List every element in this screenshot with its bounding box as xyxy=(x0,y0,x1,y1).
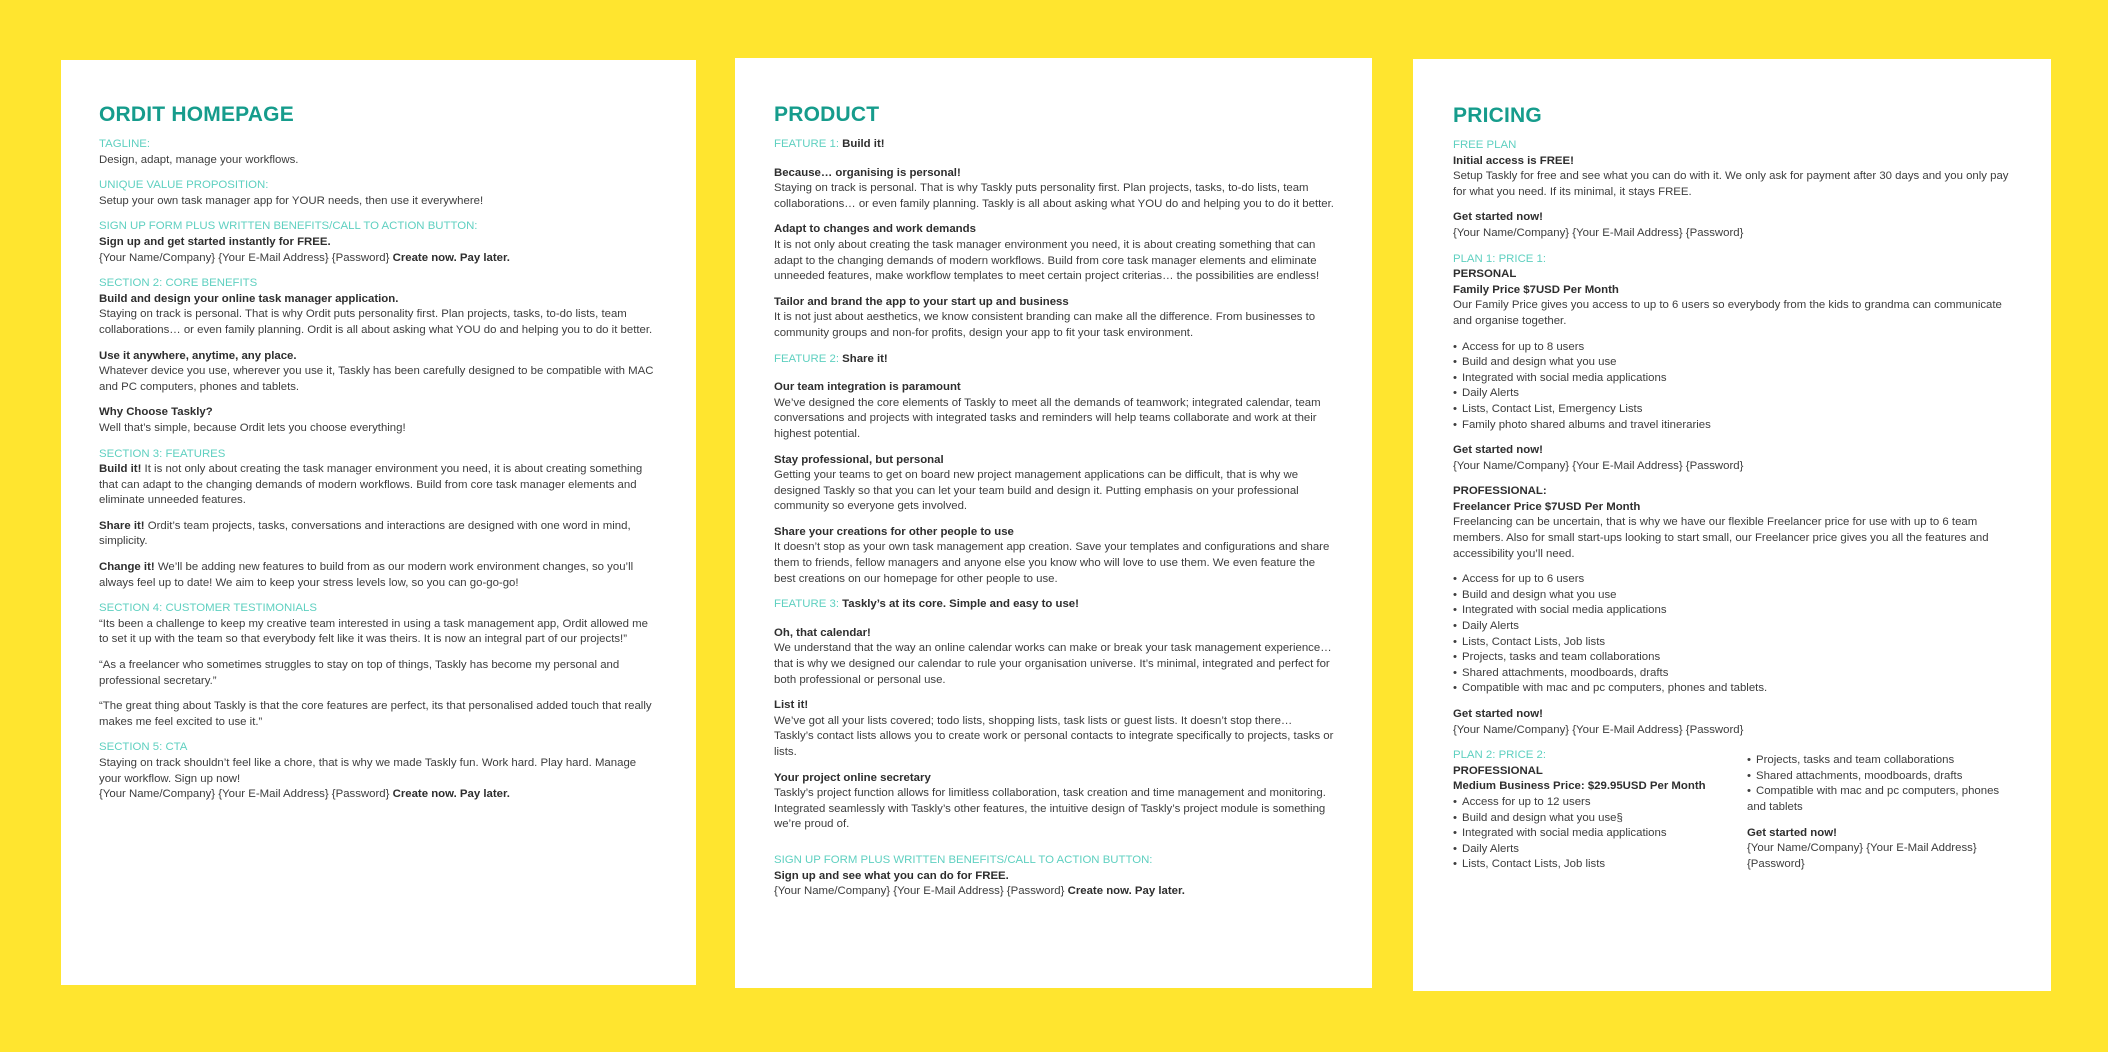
feature-build-title: Build it! xyxy=(99,463,142,476)
list-item: • Build and design what you use xyxy=(1453,355,2013,371)
list-item: • Daily Alerts xyxy=(1453,842,1719,858)
plan-label: PLAN 1: PRICE 1: xyxy=(1453,252,1547,265)
testimonial: “As a freelancer who sometimes struggles to stay on top of things, Taskly has become my personal and professional secretary.” xyxy=(99,659,620,687)
why-body: Well that’s simple, because Ordit lets you choose everything! xyxy=(99,421,406,434)
signup-fields: {Your Name/Company} {Your E-Mail Address} {Password} xyxy=(1453,226,1744,239)
subheading: Stay professional, but personal xyxy=(774,453,944,466)
plan-tier: PERSONAL xyxy=(1453,268,1517,281)
section-label: SECTION 2: CORE BENEFITS xyxy=(99,277,258,290)
core-heading: Build and design your online task manager application. xyxy=(99,292,399,305)
paragraph: It doesn’t stop as your own task management app creation. Save your templates and configurations and share them to friends, fellow managers and anyone else you know who will love to use them. We even feature the best creations on our homepage for other people to use. xyxy=(774,541,1330,585)
plan2-right-column xyxy=(1747,748,2013,883)
plan2-feature-list xyxy=(1453,795,1719,873)
list-item: • Compatible with mac and pc computers, phones and tablets. xyxy=(1453,681,2013,697)
list-item: • Daily Alerts xyxy=(1453,386,2013,402)
get-started-label: Get started now! xyxy=(1453,444,1543,457)
plan-tier: PROFESSIONAL: xyxy=(1453,485,1547,498)
tagline-text: Design, adapt, manage your workflows. xyxy=(99,153,299,166)
signup-cta: Create now. Pay later. xyxy=(1067,885,1185,898)
paragraph: We’ve designed the core elements of Taskly to meet all the demands of teamwork; integrated calendar, team conversations and projects with integrated tasks and reminders will help teams collaborate and work at their highest potential. xyxy=(774,396,1321,440)
list-item: • Lists, Contact Lists, Job lists xyxy=(1453,857,1719,873)
signup-fields: {Your Name/Company} {Your E-Mail Address} {Password} xyxy=(1453,723,1744,736)
subheading: Tailor and brand the app to your start up and business xyxy=(774,295,1069,308)
paragraph: Staying on track is personal. That is why Taskly puts personality first. Plan projects, tasks, to-do lists, team collaborations… or even family planning. Taskly is all about asking what YOU do and helping you to do it better. xyxy=(774,182,1334,210)
paragraph: It is not only about creating the task manager environment you need, it is about creating something that can adapt to the changing demands of modern workflows. Build from core task manager elements and eliminate unneeded features, make workflow templates to meet certain project criterias… the possibilities are endless! xyxy=(774,238,1320,283)
feature-build xyxy=(99,462,658,509)
feature-share-title: Share it! xyxy=(99,519,145,532)
signup-fields: {Your Name/Company} {Your E-Mail Address} {Password} xyxy=(1747,842,1977,870)
cta-fields: {Your Name/Company} {Your E-Mail Address} {Password} xyxy=(99,788,390,801)
feature-share-body: Ordit’s team projects, tasks, conversations and interactions are designed with one word in mind, simplicity. xyxy=(99,519,631,548)
feature-change xyxy=(99,560,658,591)
signup-heading: Sign up and get started instantly for FREE. xyxy=(99,235,331,248)
plan-price: Family Price $7USD Per Month xyxy=(1453,283,1619,296)
paragraph: We’ve got all your lists covered; todo lists, shopping lists, task lists or guest lists. It doesn’t stop there… Taskly’s contact lists allows you to create work or personal contacts to integrate specifically to projects, tasks or lists. xyxy=(774,714,1334,758)
cta-body: Staying on track shouldn’t feel like a chore, that is why we made Taskly fun. Work hard. Play hard. Manage your workflow. Sign up now! xyxy=(99,757,637,785)
section-label: TAGLINE: xyxy=(99,138,151,150)
section-label: SECTION 3: FEATURES xyxy=(99,447,226,460)
page-title: ORDIT HOMEPAGE xyxy=(99,103,294,126)
feature-title: Build it! xyxy=(842,138,885,150)
signup-fields: {Your Name/Company} {Your E-Mail Address} {Password} xyxy=(774,885,1065,898)
list-item: • Shared attachments, moodboards, drafts xyxy=(1747,769,2013,785)
paragraph: We understand that the way an online calendar works can make or break your task management experience… that is why we designed our calendar to rule your organisation universe. It’s minimal, integrated and perfect for both professional or personal use. xyxy=(774,642,1332,686)
feature-title: Share it! xyxy=(842,352,888,365)
core-body: Staying on track is personal. That is why Ordit puts personality first. Plan projects, tasks, to-do lists, team collaborations… or even family planning. Ordit is all about asking what YOU do and helping you to do it better. xyxy=(99,308,653,336)
signup-fields: {Your Name/Company} {Your E-Mail Address} {Password} xyxy=(1453,459,1744,472)
free-heading: Initial access is FREE! xyxy=(1453,154,1574,167)
list-item: • Build and design what you use§ xyxy=(1453,811,1719,827)
feature-build-body: It is not only about creating the task manager environment you need, it is about creating something that can adapt to the changing demands of modern workflows. Build from core task manager elements and eliminate unneeded features. xyxy=(99,463,643,507)
list-item: • Integrated with social media applications xyxy=(1453,603,2013,619)
homepage-page xyxy=(61,60,696,985)
signup-cta: Create now. Pay later. xyxy=(392,251,510,264)
feature-label: FEATURE 3: xyxy=(774,598,839,611)
list-item: • Compatible with mac and pc computers, phones and tablets xyxy=(1747,784,2013,815)
plan1-feature-list xyxy=(1453,340,2013,434)
uvp-text: Setup your own task manager app for YOUR needs, then use it everywhere! xyxy=(99,194,484,207)
feature-share xyxy=(99,519,658,550)
cta-button-text: Create now. Pay later. xyxy=(392,788,510,801)
subheading: Our team integration is paramount xyxy=(774,381,961,394)
list-item: • Integrated with social media applications xyxy=(1453,826,1719,842)
get-started-label: Get started now! xyxy=(1747,826,1837,839)
pro-feature-list xyxy=(1453,572,2013,697)
free-body: Setup Taskly for free and see what you can do with it. We only ask for payment after 30 days and you only pay for what you need. If its minimal, it stays FREE. xyxy=(1453,170,2009,198)
anywhere-heading: Use it anywhere, anytime, any place. xyxy=(99,349,297,362)
plan-label: FREE PLAN xyxy=(1453,139,1517,151)
list-item: • Family photo shared albums and travel itineraries xyxy=(1453,418,2013,434)
subheading: Adapt to changes and work demands xyxy=(774,223,976,236)
plan-label: PLAN 2: PRICE 2: xyxy=(1453,749,1547,762)
cta-form-line xyxy=(99,787,658,803)
paragraph: Taskly’s project function allows for limitless collaboration, task creation and time management and monitoring. Integrated seamlessly with Taskly’s other features, the intuitive design of Taskly’s project module is something we’re proud of. xyxy=(774,787,1326,831)
plan-price: Freelancer Price $7USD Per Month xyxy=(1453,500,1641,513)
product-page xyxy=(735,58,1372,988)
paragraph: It is not just about aesthetics, we know consistent branding can make all the difference. From businesses to community groups and non-for profits, design your app to fit your task environment. xyxy=(774,311,1316,339)
plan-tier: PROFESSIONAL xyxy=(1453,764,1543,777)
testimonial: “Its been a challenge to keep my creative team interested in using a task management app, Ordit allowed me to set it up with the team so that everybody felt like it was theirs. It is now an integral part of our projects!” xyxy=(99,617,648,646)
anywhere-body: Whatever device you use, wherever you use it, Taskly has been carefully designed to be compatible with MAC and PC computers, phones and tablets. xyxy=(99,365,654,393)
list-item: • Projects, tasks and team collaborations xyxy=(1747,753,2013,769)
plan2-feature-list-continued xyxy=(1747,753,2013,815)
plan2-columns xyxy=(1453,748,2013,883)
list-item: • Projects, tasks and team collaborations xyxy=(1453,650,2013,666)
section-label: UNIQUE VALUE PROPOSITION: xyxy=(99,179,269,192)
list-item: • Daily Alerts xyxy=(1453,619,2013,635)
feature-2-line xyxy=(774,352,1334,368)
get-started-label: Get started now! xyxy=(1453,708,1543,720)
plan-price: Medium Business Price: $29.95USD Per Month xyxy=(1453,780,1706,793)
section-label: SECTION 5: CTA xyxy=(99,741,188,754)
list-item: • Lists, Contact Lists, Job lists xyxy=(1453,635,2013,651)
testimonial: “The great thing about Taskly is that the core features are perfect, its that personalised added touch that really makes me feel excited to use it.” xyxy=(99,700,652,728)
why-heading: Why Choose Taskly? xyxy=(99,406,213,419)
plan-body: Our Family Price gives you access to up to 6 users so everybody from the kids to grandma can communicate and organise together. xyxy=(1453,299,2002,327)
signup-fields: {Your Name/Company} {Your E-Mail Address} {Password} xyxy=(99,251,390,264)
signup-form-line xyxy=(99,251,658,267)
feature-1-line xyxy=(774,137,1334,153)
subheading: List it! xyxy=(774,699,809,712)
paragraph: Getting your teams to get on board new project management applications can be difficult, that is why we designed Taskly so that you can let your team build and design it. Putting emphasis on your professional community so everyone gets involved. xyxy=(774,469,1299,513)
section-label: SECTION 4: CUSTOMER TESTIMONIALS xyxy=(99,602,317,615)
feature-change-title: Change it! xyxy=(99,561,155,574)
signup-form-line xyxy=(774,884,1334,900)
feature-change-body: We’ll be adding new features to build from as our modern work environment changes, so you’ll always feel up to date! We aim to keep your stress levels low, so you can go-go-go! xyxy=(99,561,634,589)
page-title: PRODUCT xyxy=(774,103,880,126)
pricing-page xyxy=(1413,59,2051,991)
subheading: Oh, that calendar! xyxy=(774,626,871,639)
list-item: • Shared attachments, moodboards, drafts xyxy=(1453,666,2013,682)
list-item: • Lists, Contact List, Emergency Lists xyxy=(1453,402,2013,418)
feature-title: Taskly’s at its core. Simple and easy to use! xyxy=(842,598,1079,611)
signup-heading: Sign up and see what you can do for FREE. xyxy=(774,869,1009,882)
feature-label: FEATURE 2: xyxy=(774,352,839,365)
subheading: Because… organising is personal! xyxy=(774,166,961,179)
feature-label: FEATURE 1: xyxy=(774,138,839,150)
get-started-label: Get started now! xyxy=(1453,211,1543,224)
subheading: Share your creations for other people to use xyxy=(774,525,1014,538)
list-item: • Access for up to 8 users xyxy=(1453,340,2013,356)
section-label: SIGN UP FORM PLUS WRITTEN BENEFITS/CALL TO ACTION BUTTON: xyxy=(99,220,478,233)
plan-body: Freelancing can be uncertain, that is why we have our flexible Freelancer price for use with up to 6 team members. Also for small start-ups looking to start small, our Freelancer price gives you all the features and accessibility you’ll need. xyxy=(1453,516,1989,560)
list-item: • Access for up to 6 users xyxy=(1453,572,2013,588)
list-item: • Build and design what you use xyxy=(1453,588,2013,604)
subheading: Your project online secretary xyxy=(774,771,931,784)
feature-3-line xyxy=(774,597,1334,613)
page-title: PRICING xyxy=(1453,104,1542,127)
section-label: SIGN UP FORM PLUS WRITTEN BENEFITS/CALL TO ACTION BUTTON: xyxy=(774,853,1153,866)
plan2-left-column xyxy=(1453,748,1719,883)
list-item: • Integrated with social media applications xyxy=(1453,371,2013,387)
list-item: • Access for up to 12 users xyxy=(1453,795,1719,811)
